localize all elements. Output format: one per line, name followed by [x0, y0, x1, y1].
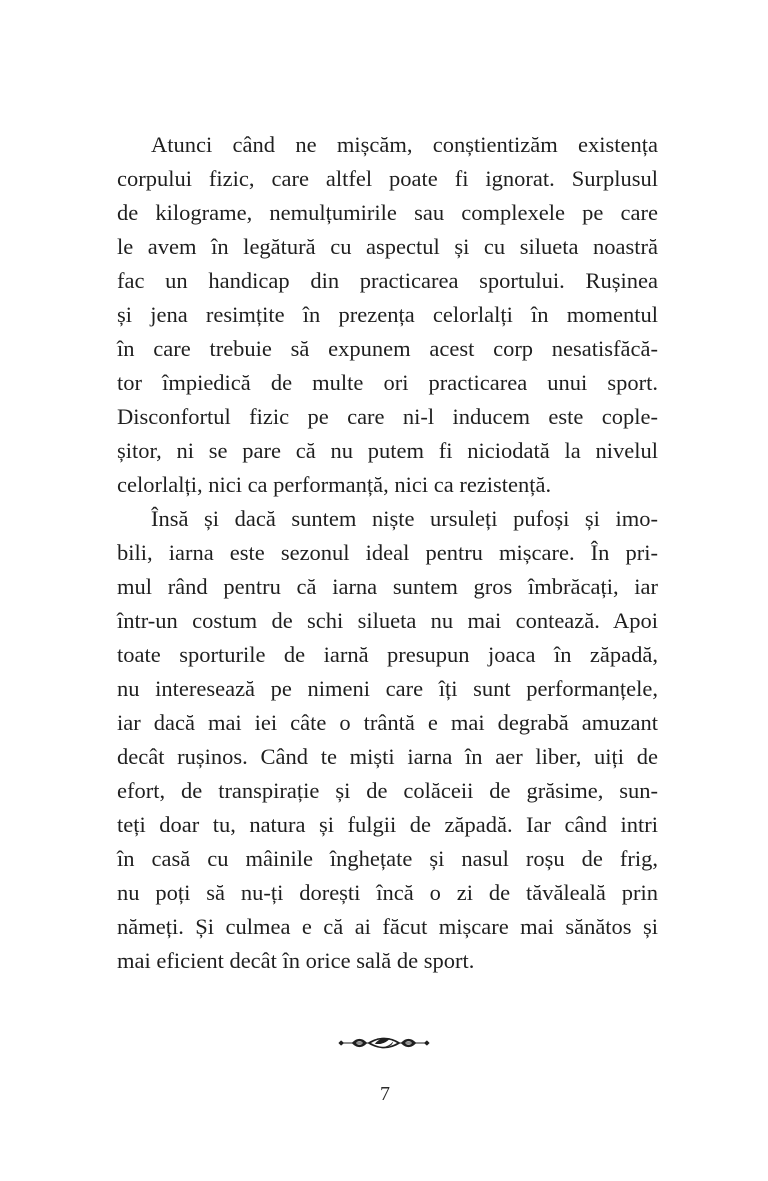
text-line: Atunci când ne mișcăm, conștientizăm existența — [151, 132, 658, 157]
text-line: iar dacă mai iei câte o trântă e mai degrabă amuzant — [117, 710, 658, 735]
text-line: și jena resimțite în prezența celorlalți în momentul — [117, 302, 658, 327]
text-line: în care trebuie să expunem acest corp nesatisfăcă- — [117, 336, 658, 361]
text-line: efort, de transpirație și de colăceii de grăsime, sun- — [117, 778, 658, 803]
text-line: celorlalți, nici ca performanță, nici ca rezistență. — [117, 472, 552, 497]
text-line: decât rușinos. Când te miști iarna în aer liber, uiți de — [117, 744, 658, 769]
text-line: șitor, ni se pare că nu putem fi niciodată la nivelul — [117, 438, 658, 463]
text-line: într-un costum de schi silueta nu mai contează. Apoi — [117, 608, 658, 633]
text-line: le avem în legătură cu aspectul și cu silueta noastră — [117, 234, 658, 259]
text-line: corpului fizic, care altfel poate fi ignorat. Surplusul — [117, 166, 658, 191]
paragraph — [117, 502, 658, 978]
text-line: mai eficient decât în orice sală de sport. — [117, 948, 475, 973]
text-line: teți doar tu, natura și fulgii de zăpadă. Iar când intri — [117, 812, 658, 837]
text-line: mul rând pentru că iarna suntem gros îmbrăcați, iar — [117, 574, 658, 599]
text-line: fac un handicap din practicarea sportului. Rușinea — [117, 268, 658, 293]
text-line: în casă cu mâinile înghețate și nasul roșu de frig, — [117, 846, 658, 871]
text-line: Însă și dacă suntem niște ursuleți pufoși și imo- — [151, 506, 658, 531]
text-line: de kilograme, nemulțumirile sau complexele pe care — [117, 200, 658, 225]
text-block — [117, 128, 658, 978]
text-line: nămeți. Și culmea e că ai făcut mișcare mai sănătos și — [117, 914, 658, 939]
page-number: 7 — [380, 1083, 390, 1105]
text-line: bili, iarna este sezonul ideal pentru mișcare. În pri- — [117, 540, 658, 565]
ornament-divider — [0, 1031, 768, 1055]
paragraph — [117, 128, 658, 502]
text-line: nu poți să nu-ți dorești încă o zi de tăvăleală prin — [117, 880, 658, 905]
text-line: tor împiedică de multe ori practicarea unui sport. — [117, 370, 658, 395]
text-line: nu interesează pe nimeni care îți sunt performanțele, — [117, 676, 658, 701]
text-line: Disconfortul fizic pe care ni-l inducem este cople- — [117, 404, 658, 429]
fleuron-icon — [338, 1031, 430, 1055]
text-line: toate sporturile de iarnă presupun joaca în zăpadă, — [117, 642, 658, 667]
